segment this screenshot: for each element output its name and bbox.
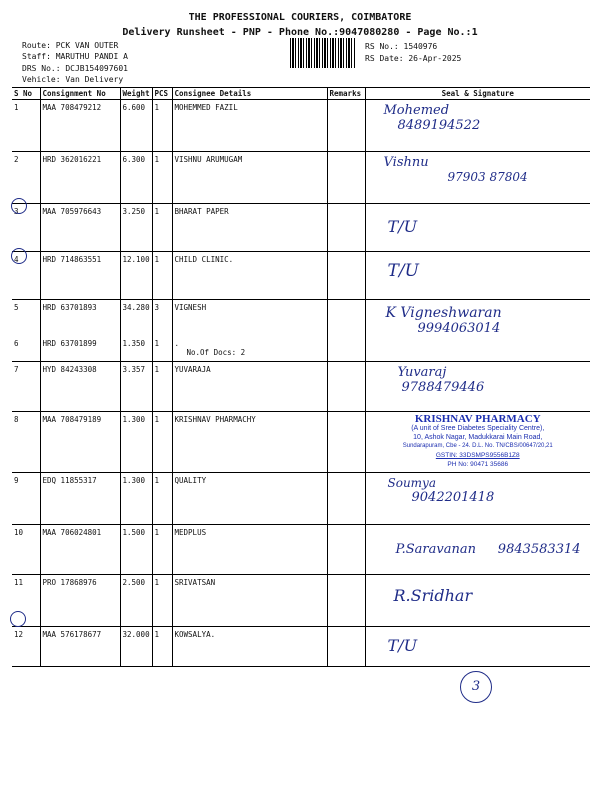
cell-signature [365, 412, 590, 473]
cell-weight: 6.300 [120, 152, 152, 204]
table-row [12, 204, 590, 252]
stamp-line: PH No: 90471 35686 [447, 461, 509, 468]
cell-sno: 8 [12, 412, 40, 473]
stamp-line: (A unit of Sree Diabetes Speciality Centre), [411, 425, 545, 432]
cell-consignee: SRIVATSAN [172, 575, 327, 627]
cell-remarks [327, 362, 365, 412]
cell-sno: 1 [12, 100, 40, 152]
cell-signature [365, 300, 590, 362]
signature-group [396, 542, 589, 557]
cell-consignee: KOWSALYA. [172, 627, 327, 667]
cell-sno: 4 [12, 252, 40, 300]
staff-text: Staff: MARUTHU PANDI A [22, 52, 128, 61]
cell-consignment: HRD 63701893 [40, 300, 120, 336]
cell-remarks [327, 100, 365, 152]
docs-count: No.Of Docs: 2 [186, 347, 246, 357]
col-consignment: Consignment No [40, 88, 120, 100]
cell-pcs: 1 [152, 362, 172, 412]
cell-consignee: BHARAT PAPER [172, 204, 327, 252]
cell-signature [365, 473, 590, 525]
cell-consignment: HRD 714863551 [40, 252, 120, 300]
cell-consignment: HYD 84243308 [40, 362, 120, 412]
page-mark-number: 3 [471, 679, 481, 694]
signature: T/U [387, 217, 418, 236]
cell-sno: 12 [12, 627, 40, 667]
cell-pcs: 1 [152, 252, 172, 300]
table-row [12, 252, 590, 300]
consignee-name: . [174, 338, 180, 348]
cell-signature [365, 575, 590, 627]
signature-phone: 9994063014 [417, 321, 501, 336]
cell-sno: 3 [12, 204, 40, 252]
col-remarks: Remarks [327, 88, 365, 100]
cell-signature [365, 525, 590, 575]
cell-remarks [327, 525, 365, 575]
cell-consignment: PRO 17868976 [40, 575, 120, 627]
signature: Soumya [387, 476, 436, 490]
signature: R.Sridhar [393, 586, 473, 605]
cell-pcs: 1 [152, 336, 172, 362]
signature-phone: 9042201418 [411, 490, 495, 505]
cell-signature [365, 252, 590, 300]
drs-text: DRS No.: DCJB154097601 [22, 64, 128, 73]
table-row [12, 362, 590, 412]
cell-pcs: 1 [152, 152, 172, 204]
signature: T/U [387, 261, 419, 281]
cell-remarks [327, 336, 365, 362]
cell-consignment: MAA 576178677 [40, 627, 120, 667]
cell-consignee: VIGNESH [172, 300, 327, 336]
cell-pcs: 1 [152, 473, 172, 525]
cell-signature [365, 362, 590, 412]
signature-phone: 97903 87804 [447, 170, 528, 184]
cell-pcs: 1 [152, 627, 172, 667]
cell-signature [365, 204, 590, 252]
table-row [12, 152, 590, 204]
col-pcs: PCS [152, 88, 172, 100]
cell-sno: 2 [12, 152, 40, 204]
cell-remarks [327, 473, 365, 525]
cell-consignee: MEDPLUS [172, 525, 327, 575]
cell-pcs: 1 [152, 525, 172, 575]
table-row [12, 627, 590, 667]
row-4-circle-mark [11, 248, 27, 264]
runsheet-subtitle: Delivery Runsheet - PNP - Phone No.:9047080280 - Page No.:1 [122, 27, 478, 38]
page-mark [460, 671, 492, 703]
signature: Vishnu [383, 155, 429, 170]
signature: P.Saravanan [395, 542, 476, 557]
cell-consignee: MOHEMMED FAZIL [172, 100, 327, 152]
signature-phone: 9788479446 [401, 380, 485, 395]
cell-consignee: YUVARAJA [172, 362, 327, 412]
cell-consignment: HRD 63701899 [40, 336, 120, 362]
route-text: Route: PCK VAN OUTER [22, 41, 119, 50]
cell-sno: 10 [12, 525, 40, 575]
signature-phone: 8489194522 [397, 118, 481, 133]
cell-weight: 1.350 [120, 336, 152, 362]
cell-pcs: 1 [152, 204, 172, 252]
cell-weight: 2.500 [120, 575, 152, 627]
cell-weight: 3.250 [120, 204, 152, 252]
cell-weight: 1.500 [120, 525, 152, 575]
cell-remarks [327, 300, 365, 336]
rs-number: RS No.: 1540976 [365, 42, 438, 51]
cell-consignment: MAA 708479189 [40, 412, 120, 473]
cell-remarks [327, 627, 365, 667]
cell-consignment: MAA 706024801 [40, 525, 120, 575]
table-row [12, 412, 590, 473]
cell-consignee: VISHNU ARUMUGAM [172, 152, 327, 204]
cell-sno: 7 [12, 362, 40, 412]
cell-weight: 1.300 [120, 412, 152, 473]
cell-pcs: 1 [152, 412, 172, 473]
cell-pcs: 1 [152, 575, 172, 627]
signature: K Vigneshwaran [385, 305, 502, 321]
cell-consignment: HRD 362016221 [40, 152, 120, 204]
cell-signature [365, 100, 590, 152]
cell-sno: 5 [14, 303, 19, 312]
cell-remarks [327, 412, 365, 473]
cell-remarks [327, 252, 365, 300]
cell-weight: 1.300 [120, 473, 152, 525]
cell-signature [365, 627, 590, 667]
col-signature: Seal & Signature [365, 88, 590, 100]
cell-consignee [172, 336, 327, 362]
cell-consignment: EDQ 11855317 [40, 473, 120, 525]
cell-weight: 32.000 [120, 627, 152, 667]
table-row [12, 575, 590, 627]
cell-signature [365, 152, 590, 204]
cell-remarks [327, 204, 365, 252]
cell-consignee: QUALITY [172, 473, 327, 525]
cell-weight: 3.357 [120, 362, 152, 412]
barcode [290, 38, 356, 68]
cell-remarks [327, 575, 365, 627]
stamp-name: KRISHNAV PHARMACY [414, 413, 541, 425]
cell-sno: 11 [12, 575, 40, 627]
stamp-line: GSTIN: 33DSMPS9556B1Z8 [435, 452, 520, 459]
cell-weight: 12.100 [120, 252, 152, 300]
cell-consignment: MAA 705976643 [40, 204, 120, 252]
cell-pcs: 3 [152, 300, 172, 336]
cell-pcs: 1 [152, 100, 172, 152]
table-row [12, 300, 590, 336]
col-consignee: Consignee Details [172, 88, 327, 100]
vehicle-text: Vehicle: Van Delivery [22, 75, 124, 84]
signature-phone: 9843583314 [497, 542, 581, 557]
col-weight: Weight [120, 88, 152, 100]
table-header-row [12, 88, 590, 100]
table-row [12, 525, 590, 575]
cell-sno: 9 [12, 473, 40, 525]
cell-weight: 6.600 [120, 100, 152, 152]
company-title: THE PROFESSIONAL COURIERS, COIMBATORE [188, 12, 412, 23]
table-row [12, 473, 590, 525]
signature: T/U [387, 636, 418, 655]
cell-weight: 34.280 [120, 300, 152, 336]
stamp-line: 10, Ashok Nagar, Madukkarai Main Road, [413, 434, 543, 441]
cell-consignee: KRISHNAV PHARMACHY [172, 412, 327, 473]
runsheet-table [12, 87, 590, 667]
stamp-line: Sundarapuram, Cbe - 24. D.L. No. TN/CBS/00647/20,21 [402, 443, 553, 449]
cell-consignment: MAA 708479212 [40, 100, 120, 152]
pharmacy-stamp [368, 415, 589, 469]
signature: Yuvaraj [397, 365, 447, 380]
rs-date: RS Date: 26-Apr-2025 [365, 54, 462, 63]
row-3-circle-mark [11, 198, 27, 214]
cell-consignee: CHILD CLINIC. [172, 252, 327, 300]
row-12-circle-mark [10, 611, 26, 627]
cell-remarks [327, 152, 365, 204]
cell-sno: 6 [12, 336, 40, 362]
col-sno: S No [12, 88, 40, 100]
table-row [12, 100, 590, 152]
signature: Mohemed [383, 103, 450, 118]
